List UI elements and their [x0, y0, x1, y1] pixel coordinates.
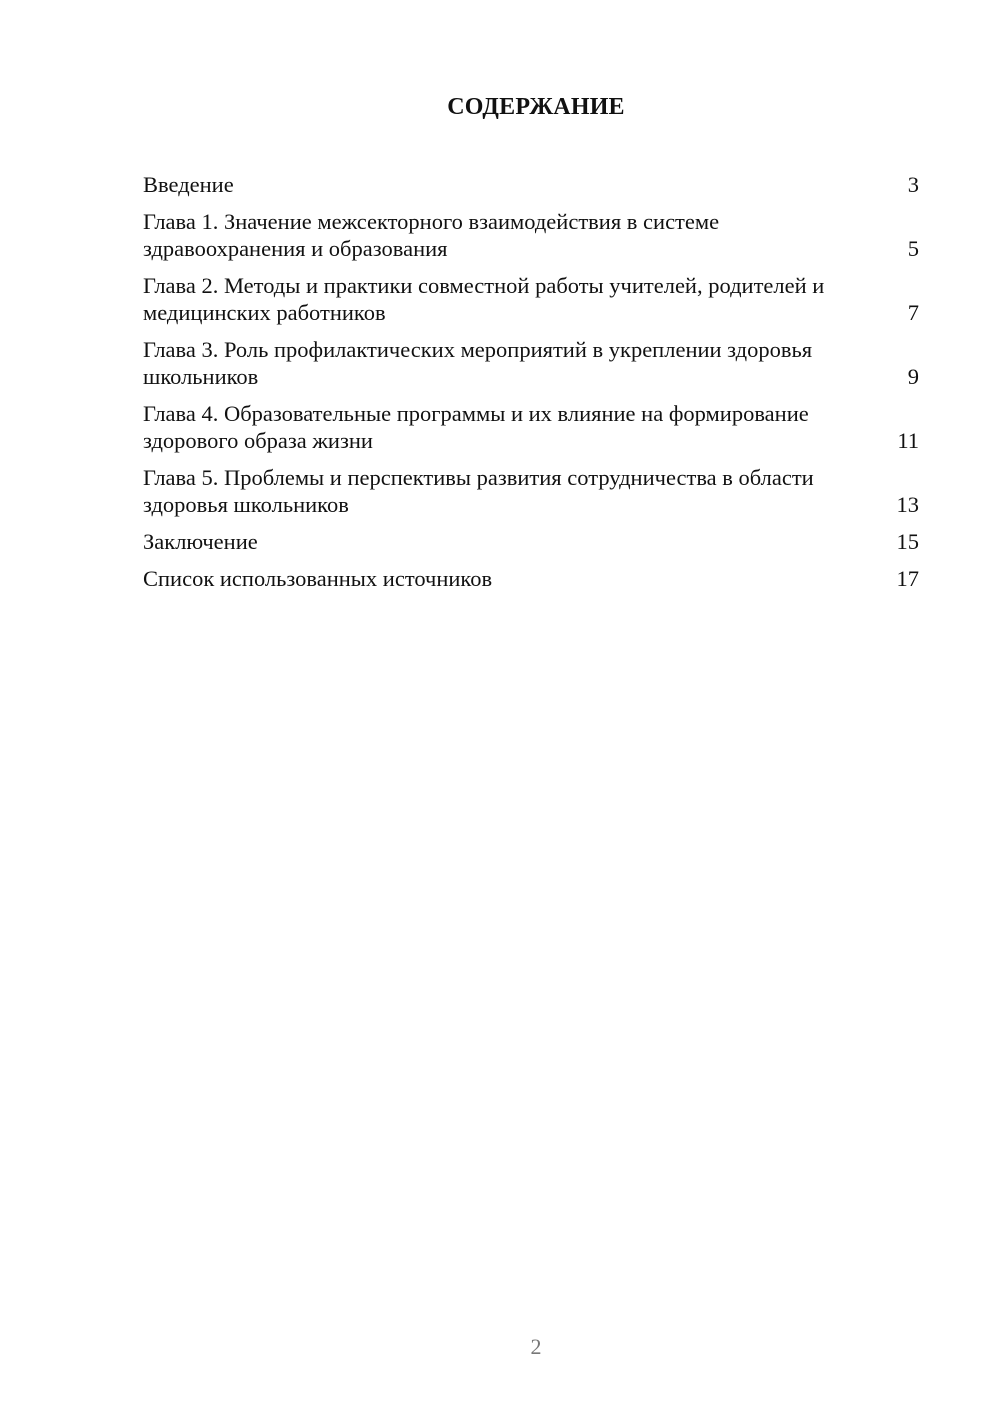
toc-title: СОДЕРЖАНИЕ [447, 94, 625, 120]
toc-entry-introduction [143, 171, 919, 198]
toc-entry-text: Глава 5. Проблемы и перспективы развития сотрудничества в области здоровья школьников [143, 465, 814, 517]
toc-entry-chapter-5 [143, 464, 919, 518]
toc-entry-text: Глава 3. Роль профилактических мероприятий в укреплении здоровья школьников [143, 337, 813, 389]
toc-entry-text: Введение [143, 172, 234, 197]
toc-entry-text: Глава 1. Значение межсекторного взаимодействия в системе здравоохранения и образования [143, 209, 720, 261]
toc-entry-chapter-2 [143, 272, 919, 326]
toc-entry-page: 5 [907, 236, 919, 261]
toc-entry-text: Глава 4. Образовательные программы и их влияние на формирование здорового образа жизни [143, 401, 809, 453]
page-number: 2 [530, 1334, 542, 1359]
toc-entry-conclusion [143, 528, 919, 555]
toc-entry-chapter-1 [143, 208, 919, 262]
toc-entry-text: Глава 2. Методы и практики совместной работы учителей, родителей и медицинских работников [143, 273, 825, 325]
toc-entry-page: 3 [907, 172, 919, 197]
toc-entry-chapter-4 [143, 400, 919, 454]
toc-entry-page: 13 [896, 492, 919, 517]
toc-entry-page: 7 [907, 300, 919, 325]
toc-entry-text: Заключение [143, 529, 258, 554]
toc-entry-references [143, 565, 919, 592]
toc-entry-chapter-3 [143, 336, 919, 390]
table-of-contents [143, 171, 919, 602]
toc-entry-page: 17 [896, 566, 919, 591]
toc-entry-page: 15 [896, 529, 919, 554]
toc-entry-page: 11 [897, 428, 919, 453]
toc-entry-text: Список использованных источников [143, 566, 493, 591]
toc-entry-page: 9 [907, 364, 919, 389]
